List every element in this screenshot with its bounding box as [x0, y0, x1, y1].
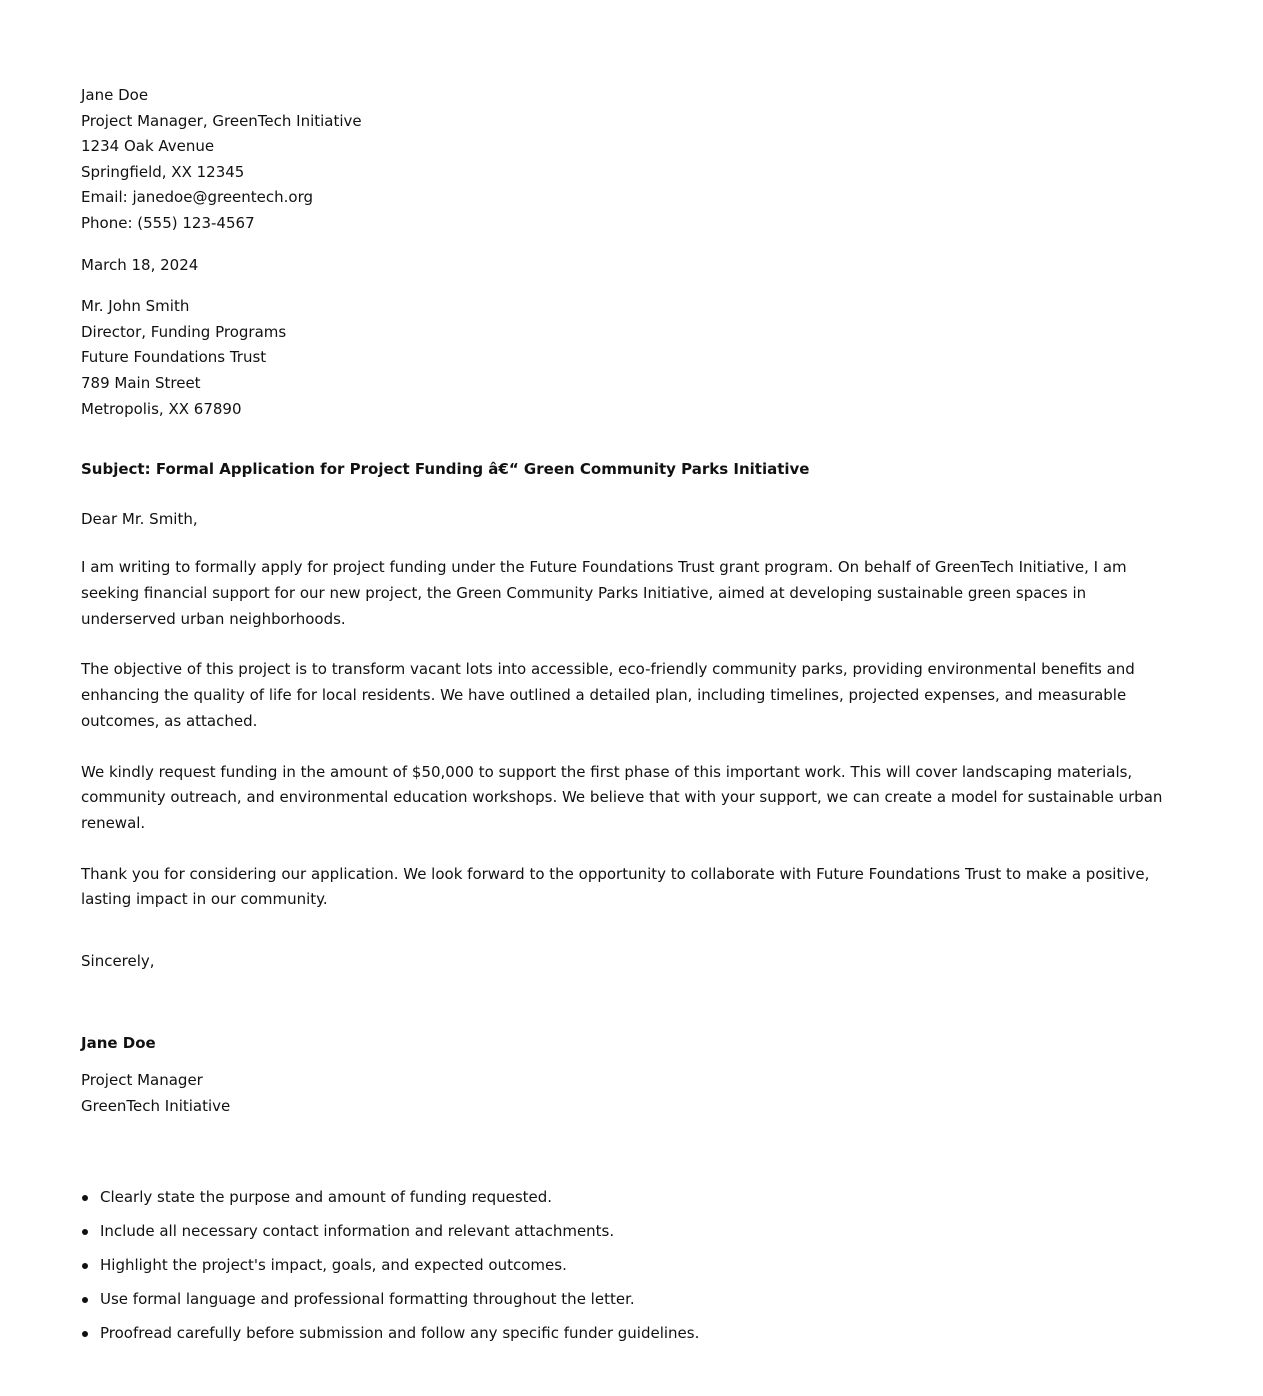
signature-organization: GreenTech Initiative: [81, 1096, 231, 1115]
letter-subject: Subject: Formal Application for Project Funding â€“ Green Community Parks Initiative: [81, 460, 810, 479]
body-paragraph-3: We kindly request funding in the amount of $50,000 to support the first phase of this important work. This will cover landscaping materials, community outreach, and environmental education workshops. We believe that with your support, we can create a model for sustainable urban renewal.: [81, 762, 1163, 832]
recipient-city: Metropolis, XX 67890: [81, 399, 242, 418]
body-paragraph-2: The objective of this project is to transform vacant lots into accessible, eco-friendly community parks, providing environmental benefits and enhancing the quality of life for local residents. We have outlined a detailed plan, including timelines, projected expenses, and measurable outcomes, as attached.: [81, 660, 1135, 730]
salutation: Dear Mr. Smith,: [81, 509, 198, 528]
sender-name: Jane Doe: [81, 86, 149, 104]
bullet-icon: [82, 1229, 88, 1235]
recipient-organization: Future Foundations Trust: [81, 348, 267, 367]
signature-block: [81, 1068, 1183, 1119]
sender-phone: Phone: (555) 123-4567: [81, 213, 255, 232]
sender-street: 1234 Oak Avenue: [81, 137, 215, 156]
body-paragraph-4: Thank you for considering our application. We look forward to the opportunity to collaborate with Future Foundations Trust to make a positive, lasting impact in our community.: [81, 864, 1150, 909]
bullet-icon: [82, 1195, 88, 1201]
body-paragraph-1: I am writing to formally apply for project funding under the Future Foundations Trust grant program. On behalf of GreenTech Initiative, I am seeking financial support for our new project, the Green Community Parks Initiative, aimed at developing sustainable green spaces in underserved urban neighborhoods.: [81, 558, 1127, 628]
list-item: [81, 1185, 1183, 1211]
sender-email: Email: janedoe@greentech.org: [81, 188, 314, 207]
signature-title: Project Manager: [81, 1071, 203, 1090]
tip-text: Highlight the project's impact, goals, and expected outcomes.: [100, 1255, 567, 1274]
signature-name: Jane Doe: [81, 1033, 156, 1052]
recipient-street: 789 Main Street: [81, 373, 201, 392]
recipient-name: Mr. John Smith: [81, 297, 190, 316]
bullet-icon: [82, 1331, 88, 1337]
letter-date: March 18, 2024: [81, 255, 199, 274]
bullet-icon: [82, 1263, 88, 1269]
tip-text: Include all necessary contact information and relevant attachments.: [100, 1222, 615, 1241]
recipient-title: Director, Funding Programs: [81, 322, 287, 341]
bullet-icon: [82, 1297, 88, 1303]
list-item: [81, 1287, 1183, 1313]
list-item: [81, 1321, 1183, 1347]
recipient-address-block: [81, 294, 1183, 422]
sender-title: Project Manager, GreenTech Initiative: [81, 111, 362, 130]
tips-list: [81, 1185, 1183, 1346]
tip-text: Proofread carefully before submission and follow any specific funder guidelines.: [100, 1323, 700, 1342]
sender-address-block: [81, 83, 1183, 237]
list-item: [81, 1253, 1183, 1279]
closing: Sincerely,: [81, 952, 155, 971]
letter-date-block: [81, 253, 1183, 279]
tip-text: Clearly state the purpose and amount of funding requested.: [100, 1188, 553, 1207]
list-item: [81, 1219, 1183, 1245]
sender-city: Springfield, XX 12345: [81, 162, 245, 181]
tip-text: Use formal language and professional formatting throughout the letter.: [100, 1289, 635, 1308]
